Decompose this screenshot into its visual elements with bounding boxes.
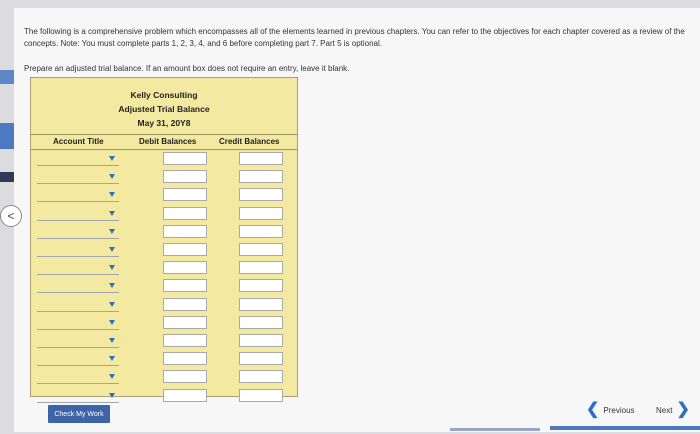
debit-input[interactable] — [163, 298, 207, 311]
table-row — [31, 150, 297, 168]
intro-text: The following is a comprehensive problem which encompasses all of the elements learned in previous chapters. You can refer to the objectives for each chapter covered as a review of the concepts. Note: You must complete parts 1, 2, 3, 4, and 6 before completing part 7. Part 5 is optional. — [24, 27, 685, 48]
chevron-left-icon: < — [7, 209, 15, 223]
credit-input[interactable] — [239, 225, 283, 238]
credit-input[interactable] — [239, 279, 283, 292]
credit-input[interactable] — [239, 188, 283, 201]
debit-input[interactable] — [163, 316, 207, 329]
table-row — [31, 296, 297, 314]
table-row — [31, 387, 297, 405]
table-row — [31, 368, 297, 386]
side-tab-top — [0, 70, 14, 84]
instruction-text: Prepare an adjusted trial balance. If an amount box does not require an entry, leave it blank. — [24, 64, 350, 73]
debit-input[interactable] — [163, 389, 207, 402]
table-row — [31, 223, 297, 241]
credit-input[interactable] — [239, 389, 283, 402]
account-title-select[interactable] — [37, 299, 119, 312]
next-label: Next — [656, 405, 673, 415]
content-page — [14, 8, 700, 432]
dropdown-caret-icon — [109, 283, 115, 288]
table-row — [31, 314, 297, 332]
debit-input[interactable] — [163, 279, 207, 292]
table-row — [31, 168, 297, 186]
chevron-left-icon: ❮ — [586, 401, 600, 418]
table-row — [31, 186, 297, 204]
credit-input[interactable] — [239, 170, 283, 183]
account-title-header: Account Title — [53, 137, 104, 146]
account-title-select[interactable] — [37, 262, 119, 275]
account-title-select[interactable] — [37, 171, 119, 184]
account-title-select[interactable] — [37, 371, 119, 384]
adjusted-trial-balance-table — [30, 77, 298, 397]
dropdown-caret-icon — [109, 265, 115, 270]
table-row — [31, 259, 297, 277]
credit-input[interactable] — [239, 207, 283, 220]
account-title-select[interactable] — [37, 189, 119, 202]
dropdown-caret-icon — [109, 229, 115, 234]
account-title-select[interactable] — [37, 335, 119, 348]
company-name: Kelly Consulting — [130, 90, 198, 100]
debit-input[interactable] — [163, 207, 207, 220]
dropdown-caret-icon — [109, 174, 115, 179]
debit-input[interactable] — [163, 334, 207, 347]
table-row — [31, 205, 297, 223]
account-title-select[interactable] — [37, 317, 119, 330]
side-tab — [0, 123, 14, 149]
debit-input[interactable] — [163, 352, 207, 365]
table-row — [31, 350, 297, 368]
dropdown-caret-icon — [109, 211, 115, 216]
account-title-select[interactable] — [37, 244, 119, 257]
dropdown-caret-icon — [109, 356, 115, 361]
dropdown-caret-icon — [109, 338, 115, 343]
table-row — [31, 241, 297, 259]
dropdown-caret-icon — [109, 374, 115, 379]
account-title-select[interactable] — [37, 280, 119, 293]
account-title-select[interactable] — [37, 208, 119, 221]
account-title-select[interactable] — [37, 226, 119, 239]
statement-title: Adjusted Trial Balance — [118, 104, 210, 114]
dropdown-caret-icon — [109, 393, 115, 398]
table-row — [31, 332, 297, 350]
credit-header: Credit Balances — [219, 137, 280, 146]
footer-strip — [450, 428, 540, 431]
credit-input[interactable] — [239, 152, 283, 165]
table-row — [31, 277, 297, 295]
next-button[interactable] — [656, 402, 690, 418]
debit-input[interactable] — [163, 152, 207, 165]
credit-input[interactable] — [239, 334, 283, 347]
dropdown-caret-icon — [109, 320, 115, 325]
credit-input[interactable] — [239, 316, 283, 329]
dropdown-caret-icon — [109, 156, 115, 161]
previous-button[interactable] — [586, 402, 635, 418]
previous-label: Previous — [603, 405, 635, 415]
debit-input[interactable] — [163, 170, 207, 183]
debit-input[interactable] — [163, 188, 207, 201]
debit-header: Debit Balances — [139, 137, 197, 146]
credit-input[interactable] — [239, 352, 283, 365]
dropdown-caret-icon — [109, 302, 115, 307]
account-title-select[interactable] — [37, 153, 119, 166]
debit-input[interactable] — [163, 370, 207, 383]
credit-input[interactable] — [239, 261, 283, 274]
back-chevron-button[interactable] — [0, 205, 22, 227]
dropdown-caret-icon — [109, 192, 115, 197]
check-my-work-button[interactable]: Check My Work — [48, 405, 110, 423]
chevron-right-icon: ❯ — [676, 401, 690, 418]
credit-input[interactable] — [239, 243, 283, 256]
debit-input[interactable] — [163, 243, 207, 256]
dropdown-caret-icon — [109, 247, 115, 252]
side-tab-dark — [0, 172, 14, 182]
account-title-select[interactable] — [37, 353, 119, 366]
debit-input[interactable] — [163, 225, 207, 238]
footer-accent-bar — [550, 426, 700, 430]
column-header-row — [31, 134, 297, 150]
statement-date: May 31, 20Y8 — [137, 118, 191, 128]
debit-input[interactable] — [163, 261, 207, 274]
credit-input[interactable] — [239, 370, 283, 383]
credit-input[interactable] — [239, 298, 283, 311]
account-title-select[interactable] — [37, 390, 119, 403]
